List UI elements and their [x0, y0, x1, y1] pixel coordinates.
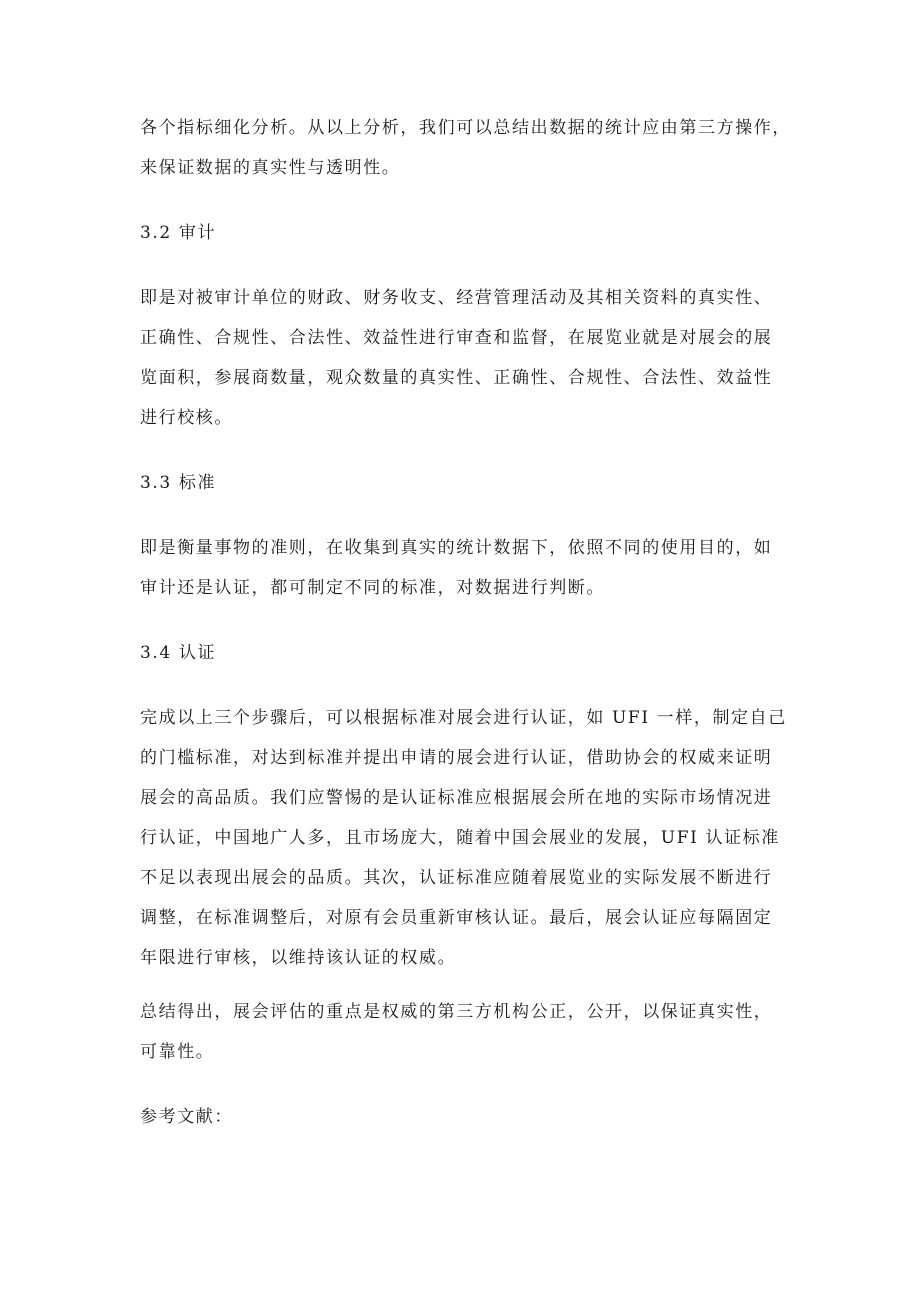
paragraph-line: 展会的高品质。我们应警惕的是认证标准应根据展会所在地的实际市场情况进	[140, 788, 773, 808]
paragraph-line: 来保证数据的真实性与透明性。	[140, 158, 401, 178]
audit-paragraph	[140, 278, 785, 438]
paragraph-line: 总结得出，展会评估的重点是权威的第三方机构公正，公开，以保证真实性，	[140, 1002, 773, 1022]
paragraph-line: 览面积，参展商数量，观众数量的真实性、正确性、合规性、合法性、效益性	[140, 368, 773, 388]
paragraph-line: 可靠性。	[140, 1042, 215, 1062]
paragraph-line: 的门槛标准，对达到标准并提出申请的展会进行认证，借助协会的权威来证明	[140, 748, 773, 768]
standard-paragraph	[140, 528, 785, 608]
paragraph-line: 审计还是认证，都可制定不同的标准，对数据进行判断。	[140, 578, 605, 598]
section-heading-3-3: 3.3 标准	[140, 473, 217, 493]
paragraph-line: 正确性、合规性、合法性、效益性进行审查和监督，在展览业就是对展会的展	[140, 328, 773, 348]
section-heading-3-4: 3.4 认证	[140, 643, 217, 663]
conclusion-paragraph	[140, 992, 785, 1072]
certification-paragraph	[140, 698, 785, 978]
paragraph-line: 调整，在标准调整后，对原有会员重新审核认证。最后，展会认证应每隔固定	[140, 908, 773, 928]
paragraph-line: 各个指标细化分析。从以上分析，我们可以总结出数据的统计应由第三方操作，	[140, 118, 791, 138]
paragraph-line: 即是衡量事物的准则，在收集到真实的统计数据下，依照不同的使用目的，如	[140, 538, 773, 558]
document-body	[140, 108, 791, 1137]
paragraph-line: 行认证，中国地广人多，且市场庞大，随着中国会展业的发展，UFI 认证标准	[140, 828, 780, 848]
intro-paragraph	[140, 108, 791, 188]
paragraph-line: 不足以表现出展会的品质。其次，认证标准应随着展览业的实际发展不断进行	[140, 868, 773, 888]
section-heading-3-2: 3.2 审计	[140, 223, 217, 243]
paragraph-line: 进行校核。	[140, 408, 233, 428]
paragraph-line: 即是对被审计单位的财政、财务收支、经营管理活动及其相关资料的真实性、	[140, 288, 773, 308]
paragraph-line: 完成以上三个步骤后，可以根据标准对展会进行认证，如 UFI 一样，制定自己	[140, 708, 787, 728]
paragraph-line: 年限进行审核，以维持该认证的权威。	[140, 948, 457, 968]
references-heading: 参考文献：	[140, 1107, 233, 1127]
